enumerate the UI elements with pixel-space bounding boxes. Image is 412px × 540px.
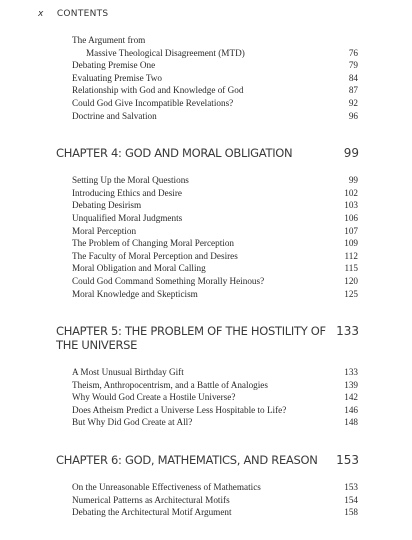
toc-entry-title: Debating the Architectural Motif Argument xyxy=(72,507,232,518)
toc-entry xyxy=(72,110,358,123)
toc-entry xyxy=(72,404,358,417)
toc-entry-title: Could God Command Something Morally Heinous? xyxy=(72,275,265,286)
toc-entry-page xyxy=(342,34,358,47)
toc-entry-page: 106 xyxy=(344,212,358,223)
toc-entry-title: Debating Desirism xyxy=(72,200,142,211)
toc-entry xyxy=(72,212,358,225)
toc-entry-page: 125 xyxy=(344,288,358,299)
toc-entry-page: 154 xyxy=(344,494,358,505)
toc-entry xyxy=(72,366,358,379)
chapter-heading xyxy=(56,453,359,467)
running-head xyxy=(38,9,108,19)
toc-entry xyxy=(72,199,358,212)
running-head-title: CONTENTS xyxy=(56,9,109,19)
toc-entry-title: Why Would God Create a Hostile Universe? xyxy=(72,392,236,403)
toc-entry-title: A Most Unusual Birthday Gift xyxy=(72,367,184,378)
toc-entry-title: On the Unreasonable Effectiveness of Mathematics xyxy=(72,482,261,493)
toc-entry-title: Introducing Ethics and Desire xyxy=(72,187,182,198)
toc-entry-page: 107 xyxy=(344,225,358,236)
toc-entry-title: Moral Perception xyxy=(72,225,137,236)
toc-entry-page: 102 xyxy=(344,187,358,198)
toc-entry xyxy=(72,250,358,263)
chapter-title: CHAPTER 4: GOD AND MORAL OBLIGATION xyxy=(56,146,293,161)
toc-entry-page: 92 xyxy=(348,97,358,108)
toc-entry-page: 158 xyxy=(344,507,358,518)
toc-section xyxy=(0,453,412,519)
table-of-contents xyxy=(0,34,412,519)
toc-entry xyxy=(72,494,358,507)
toc-entry-title: Theism, Anthropocentrism, and a Battle of Analogies xyxy=(72,379,268,390)
toc-entry xyxy=(72,237,358,250)
toc-entry-page: 133 xyxy=(344,367,358,378)
toc-entry-page: 84 xyxy=(348,72,358,83)
toc-entry-title: The Faculty of Moral Perception and Desires xyxy=(72,250,238,261)
toc-entry-page: 112 xyxy=(344,250,358,261)
toc-entry-page: 99 xyxy=(348,175,358,186)
toc-entry xyxy=(72,97,358,110)
toc-entry xyxy=(72,187,358,200)
toc-entry-page: 87 xyxy=(348,85,358,96)
toc-entry-title: Setting Up the Moral Questions xyxy=(72,175,189,186)
toc-entry-page: 103 xyxy=(344,200,358,211)
toc-entry-title: Unqualified Moral Judgments xyxy=(72,212,183,223)
toc-entry-page: 148 xyxy=(344,417,358,428)
toc-entry-page: 153 xyxy=(344,482,358,493)
toc-entry-page: 146 xyxy=(344,404,358,415)
toc-entry-title: The Problem of Changing Moral Perception xyxy=(72,238,235,249)
chapter-page-number: 99 xyxy=(343,146,359,161)
toc-entry xyxy=(72,416,358,429)
chapter-title: CHAPTER 6: GOD, MATHEMATICS, AND REASON xyxy=(56,453,318,468)
toc-entry-title: Moral Knowledge and Skepticism xyxy=(72,288,198,299)
toc-entry-page: 142 xyxy=(344,392,358,403)
toc-entry-page: 96 xyxy=(348,110,358,121)
toc-entry-title: Debating Premise One xyxy=(72,60,156,71)
chapter-heading xyxy=(56,146,359,160)
chapter-title: CHAPTER 5: THE PROBLEM OF THE HOSTILITY OF THE UNIVERSE xyxy=(56,324,326,353)
toc-entry-title: Numerical Patterns as Architectural Motifs xyxy=(72,494,230,505)
toc-entry-page: 115 xyxy=(344,263,358,274)
page-folio: x xyxy=(38,9,44,19)
toc-entry xyxy=(72,72,358,85)
toc-entry-title: Evaluating Premise Two xyxy=(72,72,163,83)
toc-entry xyxy=(72,506,358,519)
toc-entry xyxy=(72,262,358,275)
toc-entry xyxy=(72,391,358,404)
chapter-heading xyxy=(56,324,359,352)
toc-entry xyxy=(72,275,358,288)
toc-entry-title: But Why Did God Create at All? xyxy=(72,417,193,428)
toc-entry-page: 120 xyxy=(344,275,358,286)
toc-section xyxy=(0,146,412,300)
toc-entry-page: 76 xyxy=(348,47,358,58)
toc-entry-title: Massive Theological Disagreement (MTD) xyxy=(86,47,245,58)
toc-entry-title: Could God Give Incompatible Revelations? xyxy=(72,97,234,108)
toc-entry xyxy=(72,225,358,238)
toc-section xyxy=(0,324,412,429)
toc-entry xyxy=(72,379,358,392)
chapter-page-number: 133 xyxy=(336,324,359,339)
toc-entry xyxy=(72,34,358,47)
toc-entry xyxy=(72,59,358,72)
toc-section xyxy=(0,34,412,122)
toc-entry-page: 109 xyxy=(344,238,358,249)
toc-entry xyxy=(72,84,358,97)
toc-entry-title: Moral Obligation and Moral Calling xyxy=(72,263,206,274)
toc-entry xyxy=(72,481,358,494)
toc-entry-page: 139 xyxy=(344,379,358,390)
toc-entry-title: The Argument from xyxy=(72,35,146,45)
toc-entry-title: Does Atheism Predict a Universe Less Hospitable to Life? xyxy=(72,404,287,415)
toc-entry-page: 79 xyxy=(348,60,358,71)
toc-entry-title: Doctrine and Salvation xyxy=(72,110,157,121)
toc-entry xyxy=(72,288,358,301)
toc-entry xyxy=(72,174,358,187)
toc-entry-title: Relationship with God and Knowledge of God xyxy=(72,85,244,96)
chapter-page-number: 153 xyxy=(336,453,359,468)
toc-entry xyxy=(72,47,358,60)
